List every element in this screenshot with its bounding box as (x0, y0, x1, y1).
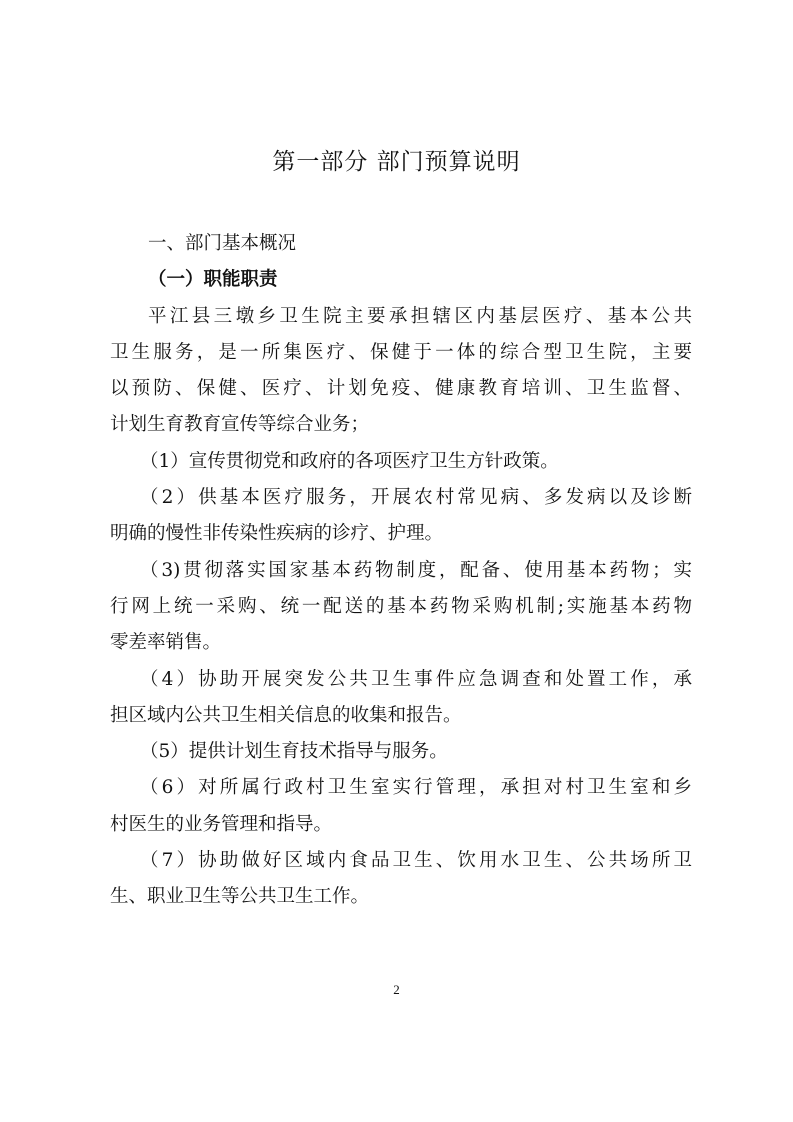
section-heading: 一、部门基本概况 (148, 233, 297, 254)
subsection-heading: （一）职能职责 (148, 269, 278, 291)
document-title: 第一部分 部门预算说明 (272, 149, 521, 175)
text-line: （1）宣传贯彻党和政府的各项医疗卫生方针政策。 (140, 450, 559, 472)
text-line: 卫生服务，是一所集医疗、保健于一体的综合型卫生院，主要 (110, 341, 692, 363)
paragraph-duties-overview (110, 299, 692, 444)
text-line: （5）提供计划生育技术指导与服务。 (140, 741, 448, 763)
paragraph-item-5 (110, 734, 692, 770)
text-line: （2）供基本医疗服务，开展农村常见病、多发病以及诊断 (140, 487, 692, 509)
text-line: （7）协助做好区域内食品卫生、饮用水卫生、公共场所卫 (140, 850, 692, 872)
text-line: （3)贯彻落实国家基本药物制度，配备、使用基本药物；实 (140, 559, 692, 581)
text-line: 以预防、保健、医疗、计划免疫、健康教育培训、卫生监督、 (110, 378, 692, 400)
paragraph-item-7 (110, 843, 692, 916)
text-line: 计划生育教育宣传等综合业务； (110, 414, 370, 436)
page-number: 2 (393, 982, 400, 997)
text-line: 零差率销售。 (110, 632, 222, 654)
text-line: （6）对所属行政村卫生室实行管理，承担对村卫生室和乡 (140, 777, 692, 799)
paragraph-item-6 (110, 770, 692, 843)
text-line: 行网上统一采购、统一配送的基本药物采购机制;实施基本药物 (110, 595, 692, 617)
text-line: 明确的慢性非传染性疾病的诊疗、护理。 (110, 523, 444, 545)
text-line: 担区域内公共卫生相关信息的收集和报告。 (110, 704, 462, 726)
text-line: 平江县三墩乡卫生院主要承担辖区内基层医疗、基本公共 (148, 305, 692, 327)
text-line: 生、职业卫生等公共卫生工作。 (110, 886, 370, 908)
paragraph-item-1 (110, 444, 692, 480)
paragraph-item-4 (110, 662, 692, 735)
paragraph-item-3 (110, 553, 692, 662)
text-line: （4）协助开展突发公共卫生事件应急调查和处置工作，承 (140, 668, 692, 690)
text-line: 村医生的业务管理和指导。 (110, 813, 333, 835)
paragraph-item-2 (110, 480, 692, 553)
document-body (110, 226, 692, 916)
